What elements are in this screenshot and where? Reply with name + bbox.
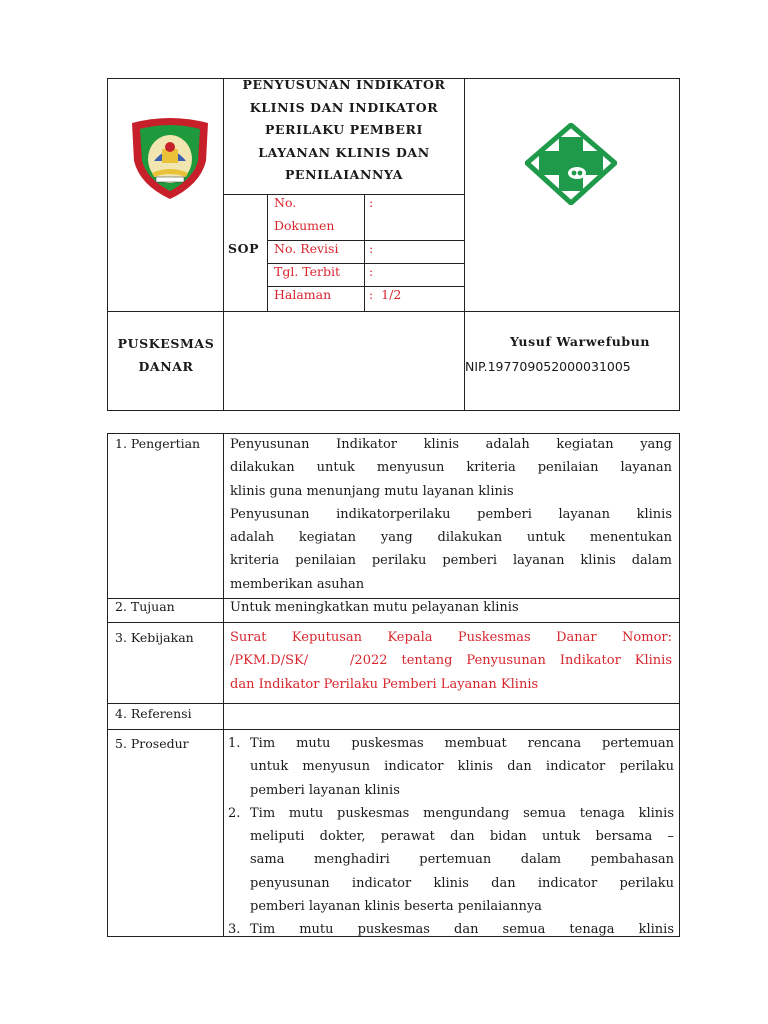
header-row-divider — [107, 311, 680, 312]
prosedur-1-line-1: Tim mutu puskesmas membuat rencana pertemuan — [250, 736, 674, 751]
prosedur-item — [228, 732, 674, 802]
district-shield-logo — [128, 115, 212, 201]
row-divider-3 — [107, 703, 680, 704]
sop-label: SOP — [228, 241, 260, 256]
signer-nip: NIP.197709052000031005 — [465, 359, 631, 374]
meta-colon-divider — [364, 194, 365, 311]
kebijakan-line-1: Surat Keputusan Kepala Puskesmas Danar Nomor: — [230, 630, 672, 645]
tujuan-text: Untuk meningkatkan mutu pelayanan klinis — [230, 600, 519, 615]
prosedur-1-line-3: pemberi layanan klinis — [250, 782, 400, 798]
puskesmas-name-line-1: PUSKESMAS — [117, 336, 215, 351]
prosedur-2-line-1: Tim mutu puskesmas mengundang semua tenaga klinis — [250, 805, 674, 821]
kebijakan-text — [230, 626, 672, 696]
pengertian-line-1: Penyusunan Indikator klinis adalah kegiatan yang — [230, 437, 672, 452]
prosedur-2-line-2: meliputi dokter, perawat dan bidan untuk bersama – — [250, 829, 674, 845]
no-dokumen-label-1: No. — [274, 195, 297, 210]
halaman-value: : 1/2 — [369, 287, 402, 302]
prosedur-3-line-1: Tim mutu puskesmas dan semua tenaga klinis — [250, 922, 674, 938]
pengertian-text — [230, 433, 672, 596]
prosedur-item-number: 2. — [228, 805, 241, 821]
header-divider-left — [223, 78, 224, 411]
prosedur-label: 5. Prosedur — [115, 736, 189, 751]
document-title — [226, 74, 462, 187]
medical-cross-icon — [525, 123, 617, 205]
prosedur-item-body — [250, 732, 674, 802]
title-line-2: KLINIS DAN INDIKATOR — [249, 99, 439, 115]
pengertian-line-3: klinis guna menunjang mutu layanan klinis — [230, 483, 514, 499]
pengertian-line-7: memberikan asuhan — [230, 576, 365, 592]
prosedur-2-line-3: sama menghadiri pertemuan dalam pembahasan — [250, 852, 674, 868]
prosedur-item-number: 1. — [228, 736, 241, 751]
prosedur-item-body — [250, 802, 674, 918]
pengertian-line-5: adalah kegiatan yang dilakukan untuk menentukan — [230, 530, 672, 546]
kebijakan-label: 3. Kebijakan — [115, 630, 194, 645]
kebijakan-line-3: dan Indikator Perilaku Pemberi Layanan Klinis — [230, 676, 539, 692]
prosedur-2-line-5: pemberi layanan klinis beserta penilaiannya — [250, 899, 542, 915]
puskesmas-name — [112, 332, 220, 378]
tgl-terbit-label: Tgl. Terbit — [274, 264, 341, 279]
prosedur-item — [228, 802, 674, 918]
prosedur-list — [228, 732, 674, 942]
halaman-label: Halaman — [274, 287, 332, 302]
prosedur-1-line-2: untuk menyusun indicator klinis dan indicator perilaku — [250, 759, 674, 775]
no-revisi-label: No. Revisi — [274, 241, 339, 256]
body-label-divider — [223, 433, 224, 937]
prosedur-item — [228, 918, 674, 941]
puskesmas-name-line-2: DANAR — [138, 359, 194, 374]
pengertian-line-4: Penyusunan indikatorperilaku pemberi layanan klinis — [230, 506, 672, 522]
puskesmas-logo — [525, 123, 617, 205]
pengertian-line-2: dilakukan untuk menyusun kriteria penilaian layanan — [230, 460, 672, 476]
referensi-label: 4. Referensi — [115, 706, 192, 721]
title-line-4: LAYANAN KLINIS DAN — [258, 144, 430, 160]
row-divider-2 — [107, 622, 680, 623]
prosedur-item-body — [250, 918, 674, 941]
kebijakan-line-2: /PKM.D/SK/ /2022 tentang Penyusunan Indikator Klinis — [230, 653, 672, 669]
no-revisi-value: : — [369, 241, 374, 256]
title-line-3: PERILAKU PEMBERI — [264, 122, 423, 137]
no-dokumen-value: : — [369, 195, 374, 210]
signer-name: Yusuf Warwefubun — [510, 334, 651, 349]
prosedur-item-number: 3. — [228, 922, 241, 938]
title-line-1: PENYUSUNAN INDIKATOR — [242, 77, 446, 92]
title-divider — [223, 194, 464, 195]
row-divider-4 — [107, 729, 680, 730]
no-dokumen-label-2: Dokumen — [274, 218, 335, 233]
pengertian-line-6: kriteria penilaian perilaku pemberi layanan klinis dalam — [230, 553, 672, 569]
sop-divider — [267, 194, 268, 311]
title-line-5: PENILAIANNYA — [284, 167, 404, 182]
shield-emblem-icon — [128, 115, 212, 201]
tgl-terbit-value: : — [369, 264, 374, 279]
prosedur-2-line-4: penyusunan indicator klinis dan indicator perilaku — [250, 875, 674, 891]
tujuan-label: 2. Tujuan — [115, 599, 175, 614]
pengertian-label: 1. Pengertian — [115, 436, 201, 451]
